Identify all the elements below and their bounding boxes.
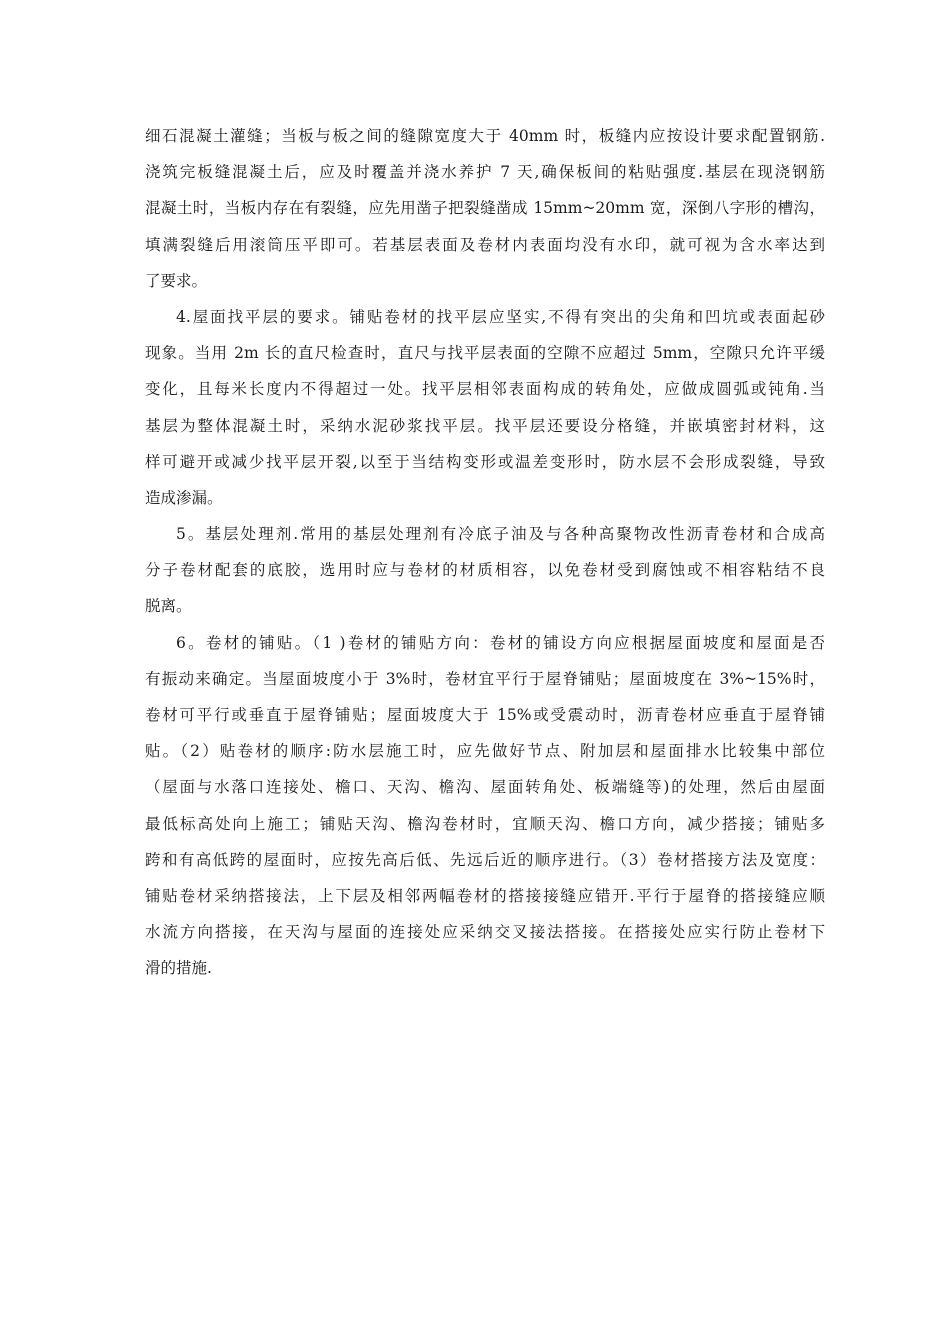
text-line: 样可避开或减少找平层开裂,以至于当结构变形或温差变形时，防水层不会形成裂缝，导致 [145,452,825,471]
paragraph-membrane-laying [145,625,825,987]
paragraph-primer [145,516,825,625]
text-line: 滑的措施. [145,959,212,978]
text-line: 5。基层处理剂.常用的基层处理剂有冷底子油及与各种高聚物改性沥青卷材和合成高 [176,525,825,544]
paragraph-substrate-joints [145,118,825,299]
text-line: 卷材可平行或垂直于屋脊铺贴；屋面坡度大于 15%或受震动时，沥青卷材应垂直于屋脊铺 [145,706,825,724]
text-line: 填满裂缝后用滚筒压平即可。若基层表面及卷材内表面均没有水印，就可视为含水率达到 [145,235,825,254]
text-line: 有振动来确定。当屋面坡度小于 3%时，卷材宜平行于屋脊铺贴；屋面坡度在 3%~15%时， [145,669,825,688]
text-line: 铺贴卷材采纳搭接法，上下层及相邻两幅卷材的搭接接缝应错开.平行于屋脊的搭接缝应顺 [145,886,825,905]
text-line: 了要求。 [145,271,208,290]
text-line: 变化，且每米长度内不得超过一处。找平层相邻表面构成的转角处，应做成圆弧或钝角.当 [145,380,825,399]
text-line: 6。卷材的铺贴。（1 )卷材的铺贴方向：卷材的铺设方向应根据屋面坡度和屋面是否 [176,633,825,652]
text-line: 4.屋面找平层的要求。铺贴卷材的找平层应坚实,不得有突出的尖角和凹坑或表面起砂 [176,307,825,326]
paragraph-leveling-layer [145,299,825,516]
text-line: （屋面与水落口连接处、檐口、天沟、檐沟、屋面转角处、板端缝等)的处理，然后由屋面 [145,778,825,797]
text-line: 造成渗漏。 [145,488,223,507]
text-line: 分子卷材配套的底胶，选用时应与卷材的材质相容，以免卷材受到腐蚀或不相容粘结不良 [145,561,825,580]
text-line: 脱离。 [145,597,192,616]
text-line: 跨和有高低跨的屋面时，应按先高后低、先远后近的顺序进行。（3）卷材搭接方法及宽度： [145,850,825,869]
text-line: 最低标高处向上施工；铺贴天沟、檐沟卷材时，宜顺天沟、檐口方向，减少搭接；铺贴多 [145,814,825,833]
document-body [145,118,825,987]
text-line: 浇筑完板缝混凝土后，应及时覆盖并浇水养护 7 天,确保板间的粘贴强度.基层在现浇钢筋 [145,163,825,182]
text-line: 混凝土时，当板内存在有裂缝，应先用凿子把裂缝凿成 15mm~20mm 宽，深倒八字形的槽沟， [145,199,825,218]
text-line: 基层为整体混凝土时，采纳水泥砂浆找平层。找平层还要设分格缝，并嵌填密封材料，这 [145,416,825,435]
text-line: 细石混凝土灌缝；当板与板之间的缝隙宽度大于 40mm 时，板缝内应按设计要求配置钢筋. [145,127,825,145]
text-line: 水流方向搭接，在天沟与屋面的连接处应采纳交叉接法搭接。在搭接处应实行防止卷材下 [145,923,825,942]
text-line: 贴。（2）贴卷材的顺序:防水层施工时，应先做好节点、附加层和屋面排水比较集中部位 [145,742,825,761]
text-line: 现象。当用 2m 长的直尺检查时，直尺与找平层表面的空隙不应超过 5mm，空隙只允许平缓 [145,344,825,363]
